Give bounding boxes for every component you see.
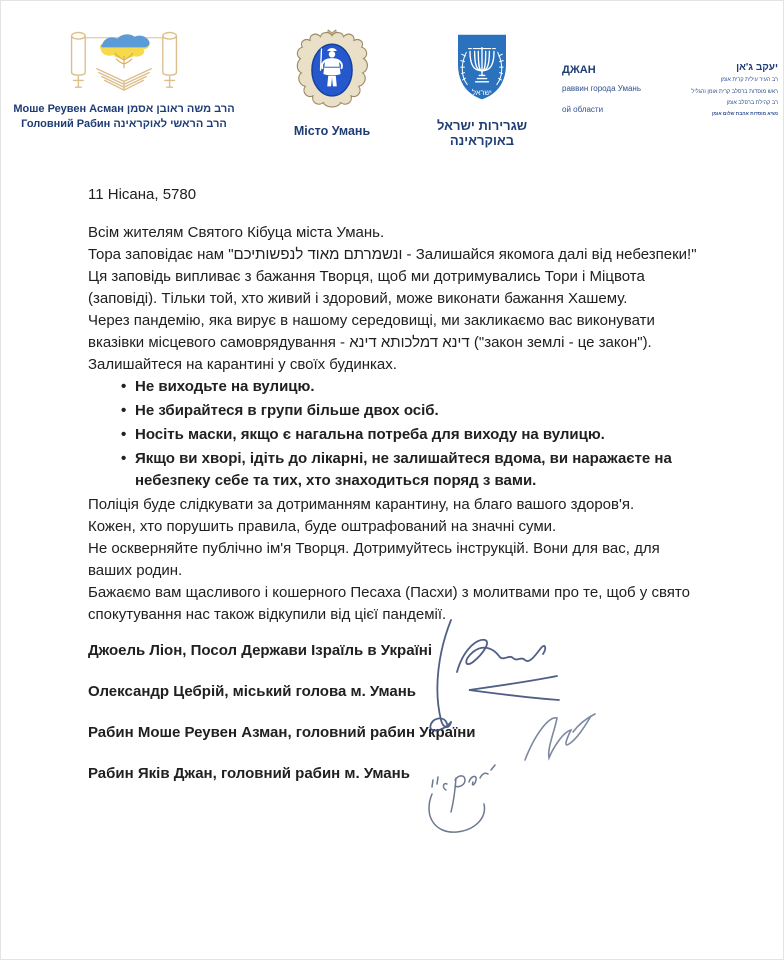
letter-date: 11 Нісана, 5780 xyxy=(88,186,197,203)
signatory-tsebriy: Олександр Цебрій, міський голова м. Умань xyxy=(88,683,417,700)
israel-emblem-icon xyxy=(452,32,512,104)
bullet-dot: • xyxy=(121,378,127,395)
israel-embassy-label: שגרירות ישראל באוקראינה xyxy=(436,118,528,148)
letter-paragraph-police: Поліція буде слідкувати за дотриманням карантину, на благо вашого здоров'я. xyxy=(88,496,635,513)
letter-paragraph-creator: Не оскверняйте публічно ім'я Творця. Дотримуйтесь інструкцій. Вони для вас, для ваших родин. xyxy=(88,540,660,579)
letter-paragraph-torah: Тора заповідає нам "ונשמרתם מאוד לנפשותיכם - Залишайся якомога далі від небезпеки!" Ця заповідь випливає з бажання Творця, щоб ми дотримувались Тори і Міцвота (заповіді). Тільки той, хто живий і здоровий, може виконати бажання Хашему. xyxy=(88,246,697,307)
bullet-text: Не збирайтеся в групи більше двох осіб. xyxy=(135,402,439,419)
bullet-dot: • xyxy=(121,402,127,419)
letter-paragraph-stay-home: Залишайтеся на карантині у своїх будинках. xyxy=(88,356,397,373)
bullet-item xyxy=(88,376,706,398)
asman-name-line: Моше Реувен Асман הרב משה ראובן אסמן xyxy=(13,103,235,115)
bullet-text: Носіть маски, якщо є нагальна потреба для виходу на вулицю. xyxy=(135,426,605,443)
bullet-text: Не виходьте на вулицю. xyxy=(135,378,315,395)
signatory-lion: Джоель Ліон, Посол Держави Ізраїль в Україні xyxy=(88,642,433,659)
letterhead-jan-hebrew xyxy=(672,62,778,119)
uman-coat-of-arms-icon xyxy=(295,28,369,116)
letter-paragraph-pandemic: Через пандемію, яка вирує в нашому середовищі, ми закликаємо вас виконувати вказівки місцевого самоврядування - דינא דמלכותא דינא ("закон землі - це закон"). xyxy=(88,312,655,351)
bullet-item xyxy=(88,448,706,492)
letter-paragraph-fines: Кожен, хто порушить правила, буде оштрафований на значні суми. xyxy=(88,518,557,535)
bullet-text: Якщо ви хворі, ідіть до лікарні, не залишайтеся вдома, ви наражаєте на небезпеку себе та тих, хто знаходиться поряд з вами. xyxy=(135,450,672,489)
letterhead-jan-cyrillic xyxy=(562,64,674,118)
signatory-azman: Рабин Моше Реувен Азман, головний рабин України xyxy=(88,724,476,741)
bullet-dot: • xyxy=(121,426,127,443)
bullet-item xyxy=(88,424,706,446)
torah-scroll-logo-icon xyxy=(65,28,183,94)
bullet-item xyxy=(88,400,706,422)
letterhead xyxy=(0,28,784,178)
letterhead-asman xyxy=(8,28,240,132)
letter-body xyxy=(88,184,706,804)
letter-salutation: Всім жителям Святого Кібуца міста Умань. xyxy=(88,224,385,241)
jan-title-cyrillic-1: раввин города Умань xyxy=(562,84,642,93)
jan-name-cyrillic: ДЖАН xyxy=(562,64,596,76)
jan-title-cyrillic-2: ой области xyxy=(562,105,604,114)
signatory-jan: Рабин Яків Джан, головний рабин м. Умань xyxy=(88,765,410,782)
israel-emblem-text: ישראל xyxy=(472,87,492,97)
letterhead-israel xyxy=(406,32,558,148)
letter-paragraph-pesach: Бажаємо вам щасливого і кошерного Песаха (Пасхи) з молитвами про те, щоб у свято спокутування нас також відкупили від цієї пандемії. xyxy=(88,584,690,623)
jan-hebrew-title-2: ראש מוסדות ברסלב קרית אומן והגליל xyxy=(691,88,778,95)
letterhead-uman xyxy=(280,28,384,138)
jan-hebrew-title-3: רב קהילת ברסלב אומן xyxy=(726,100,778,106)
asman-title-line: Головний Рабин הרב הראשי לאוקראינה xyxy=(21,118,227,130)
jan-hebrew-title-4: נשיא מוסדות אהבת שלום אומן xyxy=(711,111,778,117)
bullet-dot: • xyxy=(121,450,127,467)
uman-label: Місто Умань xyxy=(293,124,371,138)
rules-bullet-list xyxy=(88,376,706,492)
signatories xyxy=(88,640,706,785)
jan-hebrew-title-1: רב העיר עילית קרית אומן xyxy=(720,77,778,83)
jan-name-hebrew: יעקב ג'אן xyxy=(736,62,778,73)
